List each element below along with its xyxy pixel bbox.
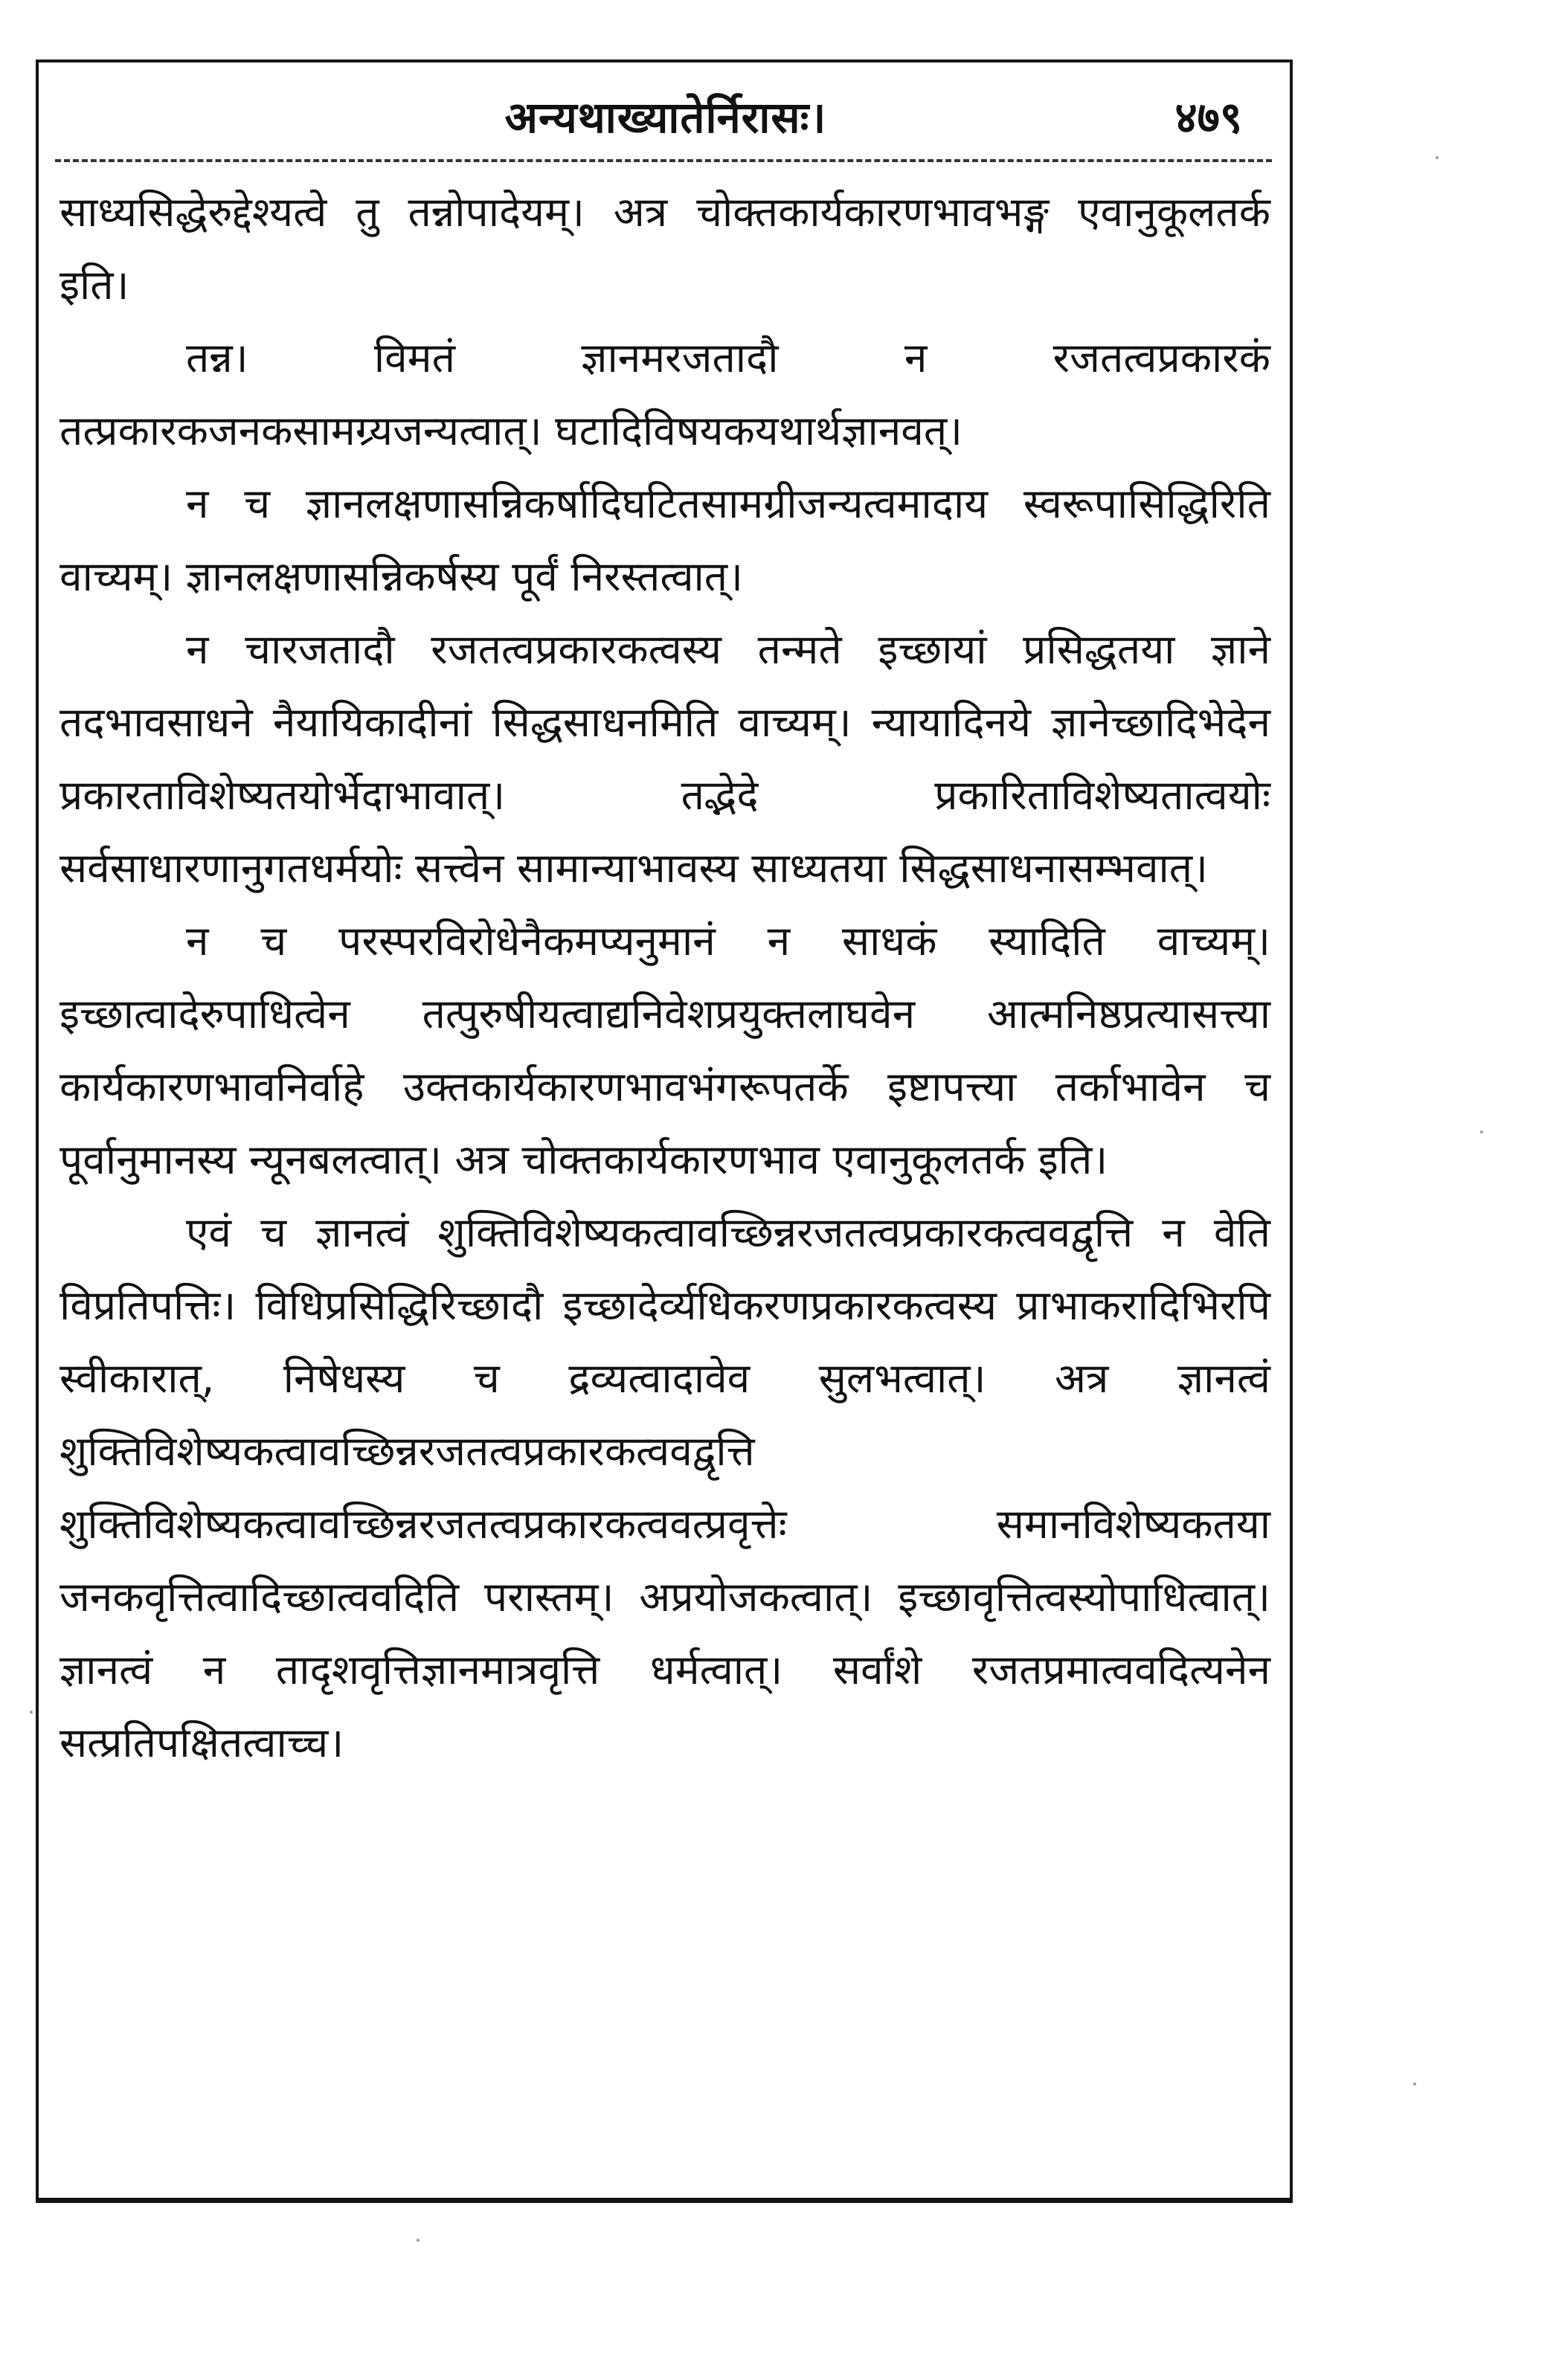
paragraph: एवं च ज्ञानत्वं शुक्तिविशेष्यकत्वावच्छिन्नरजतत्वप्रकारकत्ववद्वृत्ति न वेति विप्रतिपत्तिः। विधिप्रसिद्धिरिच्छादौ इच्छादेर्व्यधिकरणप्रकारकत्वस्य प्राभाकरादिभिरपि स्वीकारात्, निषेधस्य च द्रव्यत्वादावेव सुलभत्वात्। अत्र ज्ञानत्वं शुक्तिविशेष्यकत्वावच्छिन्नरजतत्वप्रकारकत्ववद्वृत्ति शुक्तिविशेष्यकत्वावच्छिन्नरजतत्वप्रकारकत्ववत्प्रवृत्तेः समानविशेष्यकतया जनकवृत्तित्वादिच्छात्ववदिति परास्तम्। अप्रयोजकत्वात्। इच्छावृत्तित्वस्योपाधित्वात्। ज्ञानत्वं न तादृशवृत्तिज्ञानमात्रवृत्ति धर्मत्वात्। सर्वांशे रजतप्रमात्ववदित्यनेन सत्प्रतिपक्षितत्वाच्च।: [60, 1209, 1270, 1766]
scan-speck: [1480, 1130, 1483, 1133]
running-title: अन्यथाख्यातेर्निरासः।: [504, 92, 827, 143]
scan-speck: [417, 2239, 420, 2242]
bottom-rule: [36, 2198, 1293, 2201]
body-text: [60, 176, 1270, 1779]
paragraph: न च ज्ञानलक्षणासन्निकर्षादिघटितसामग्रीजन्यत्वमादाय स्वरूपासिद्धिरिति वाच्यम्। ज्ञानलक्षणासन्निकर्षस्य पूर्वं निरस्तत्वात्।: [60, 480, 1270, 600]
page-number: ४७९: [1174, 92, 1242, 143]
paragraph: तन्न। विमतं ज्ञानमरजतादौ न रजतत्वप्रकारकं तत्प्रकारकजनकसामग्र्यजन्यत्वात्। घटादिविषयकयथार्थज्ञानवत्।: [60, 334, 1270, 454]
scan-speck: [1413, 2082, 1416, 2085]
paragraph: साध्यसिद्धेरुद्देश्यत्वे तु तन्नोपादेयम्। अत्र चोक्तकार्यकारणभावभङ्ग एवानुकूलतर्क इति।: [60, 188, 1270, 309]
paragraph: न चारजतादौ रजतत्वप्रकारकत्वस्य तन्मते इच्छायां प्रसिद्धतया ज्ञाने तदभावसाधने नैयायिकादीनां सिद्धसाधनमिति वाच्यम्। न्यायादिनये ज्ञानेच्छादिभेदेन प्रकारताविशेष्यतयोर्भेदाभावात्। तद्भेदे प्रकारिताविशेष्यतात्वयोः सर्वसाधारणानुगतधर्मयोः सत्त्वेन सामान्याभावस्य साध्यतया सिद्धसाधनासम्भवात्।: [60, 625, 1270, 892]
header-divider: [55, 159, 1272, 162]
scan-speck: [1436, 156, 1439, 159]
running-header: [60, 80, 1272, 155]
scan-speck: [30, 1711, 33, 1714]
paragraph: न च परस्परविरोधेनैकमप्यनुमानं न साधकं स्यादिति वाच्यम्। इच्छात्वादेरुपाधित्वेन तत्पुरुषीयत्वाद्यनिवेशप्रयुक्तलाघवेन आत्मनिष्ठप्रत्यासत्त्या कार्यकारणभावनिर्वाहे उक्तकार्यकारणभावभंगरूपतर्के इष्टापत्त्या तर्काभावेन च पूर्वानुमानस्य न्यूनबलत्वात्। अत्र चोक्तकार्यकारणभाव एवानुकूलतर्क इति।: [60, 917, 1270, 1183]
